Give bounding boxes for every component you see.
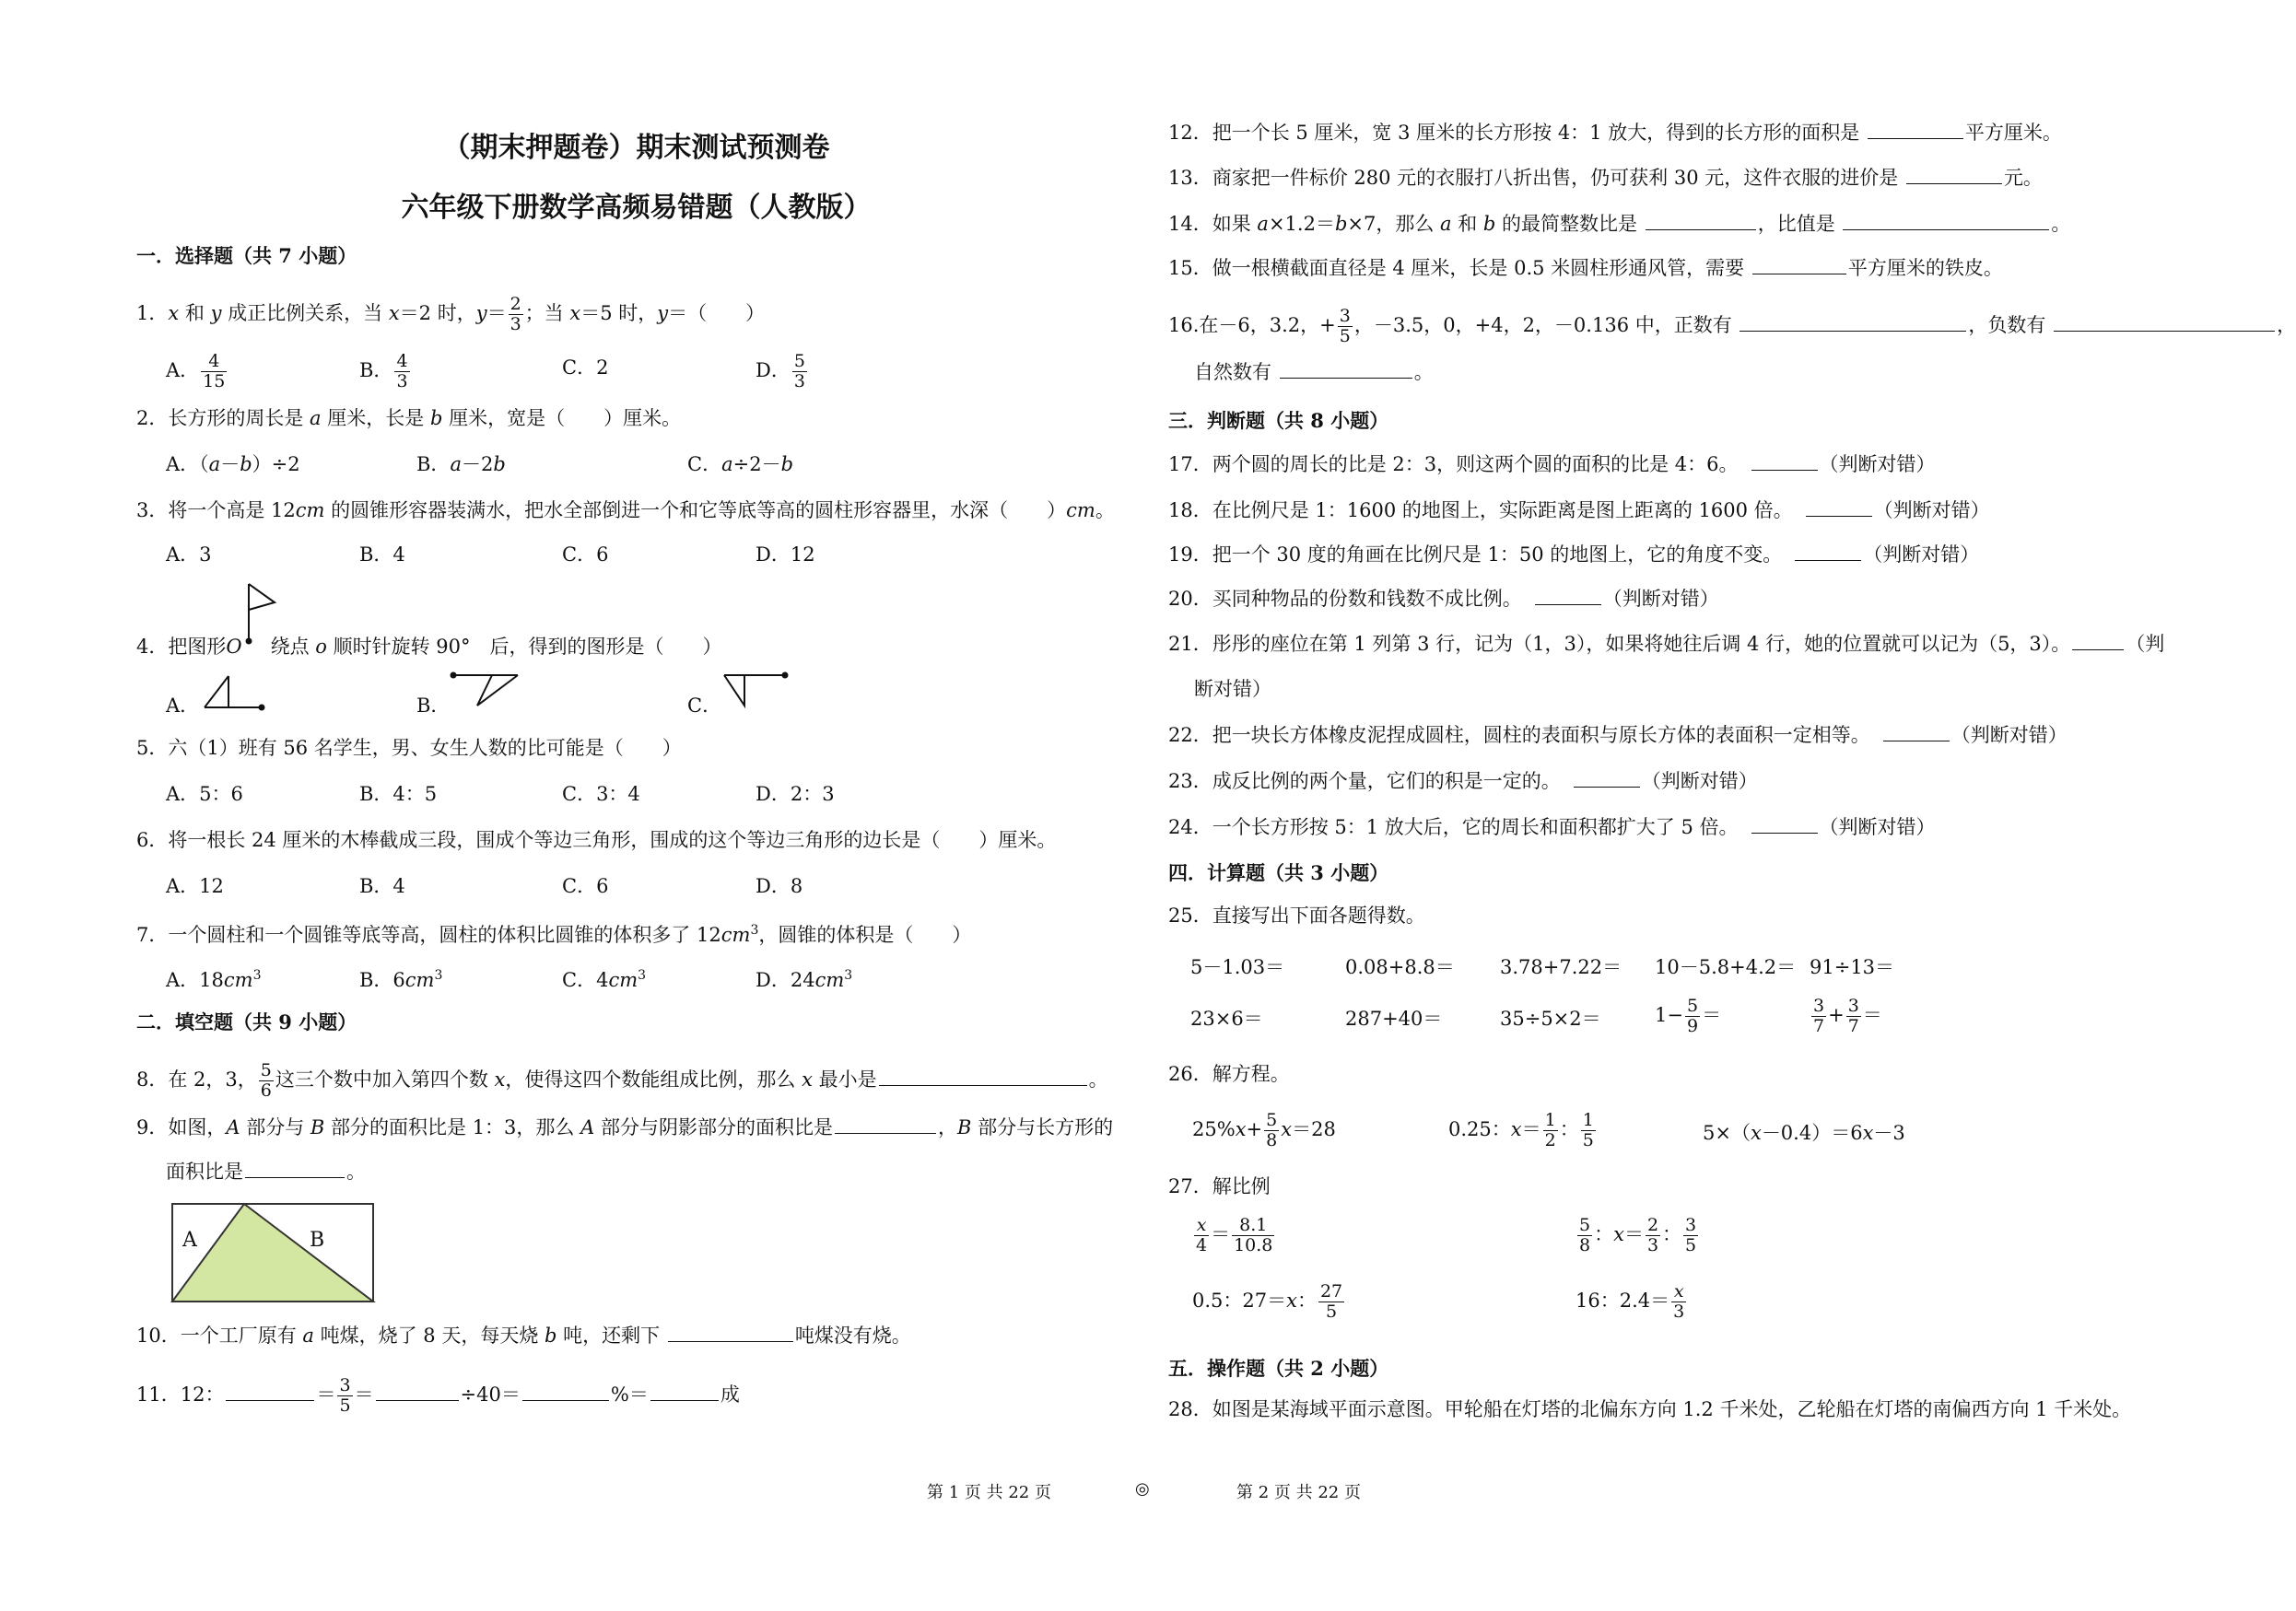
section-heading-calc: 四．计算题（共 3 小题） <box>1168 861 1389 884</box>
answer-blank[interactable] <box>1795 542 1861 561</box>
equation-1: 25%x+ $\frac{5}{8}$ x＝28 <box>1192 1110 1336 1150</box>
question-11: 11．12： ＝ $\frac{3}{5}$ ＝ ÷40＝ %＝ 成 <box>136 1375 740 1416</box>
proportion-3: 0.5：27＝x： $\frac{27}{5}$ <box>1192 1281 1343 1322</box>
answer-blank[interactable] <box>1906 165 2002 184</box>
answer-blank[interactable] <box>226 1382 314 1401</box>
answer-blank[interactable] <box>835 1115 936 1134</box>
option-c-figure-icon <box>720 671 794 712</box>
calc-item: 3.78+7.22＝ <box>1500 956 1622 978</box>
option-b-figure-icon <box>450 671 523 712</box>
q5-option-a[interactable]: A．5：6 <box>166 783 243 805</box>
question-1: 1．x 和 y 成正比例关系，当 x＝2 时，y＝ $\frac{2}{3}$ ；当 x＝5 时，y＝（ ） <box>136 294 766 334</box>
q1-option-a[interactable]: A． $\frac{4}{15}$ <box>166 351 226 391</box>
answer-blank[interactable] <box>1751 814 1818 834</box>
question-12: 12．把一个长 5 厘米，宽 3 厘米的长方形按 4：1 放大，得到的长方形的面积是 平方厘米。 <box>1168 122 2062 144</box>
q7-option-d[interactable]: D．$24cm^3$ <box>756 968 853 991</box>
calc-item: 0.08+8.8＝ <box>1345 956 1455 978</box>
question-21: 21．彤彤的座位在第 1 列第 3 行，记为（1，3），如果将她往后调 4 行，她的位置就可以记为（5，3）。 （判 <box>1168 633 2165 655</box>
answer-blank[interactable] <box>1646 211 1756 230</box>
question-6: 6．将一根长 24 厘米的木棒截成三段，围成个等边三角形，围成的这个等边三角形的边长是（ ）厘米。 <box>136 829 1057 851</box>
calc-item: 1− $\frac{5}{9}$ ＝ <box>1655 996 1722 1036</box>
q3-option-b[interactable]: B．4 <box>359 543 405 566</box>
answer-blank[interactable] <box>879 1067 1087 1086</box>
question-3: 3．将一个高是 12cm 的圆锥形容器装满水，把水全部倒进一个和它等底等高的圆柱形容器里，水深（ ）cm。 <box>136 499 1115 521</box>
question-14: 14．如果 a×1.2＝b×7，那么 a 和 b 的最简整数比是 ，比值是 。 <box>1168 213 2071 235</box>
equation-3: 5×（x－0.4）＝6x－3 <box>1703 1122 1905 1144</box>
q3-option-c[interactable]: C．6 <box>562 543 609 566</box>
answer-blank[interactable] <box>1574 768 1640 788</box>
q4-option-b[interactable]: B． <box>416 695 451 717</box>
question-23: 23．成反比例的两个量，它们的积是一定的。 （判断对错） <box>1168 770 1758 792</box>
question-20: 20．买同种物品的份数和钱数不成比例。 （判断对错） <box>1168 588 1719 610</box>
section-heading-operate: 五．操作题（共 2 小题） <box>1168 1357 1389 1380</box>
binding-mark: ◎ <box>1135 1479 1150 1499</box>
answer-blank[interactable] <box>1751 451 1818 471</box>
question-9-cont: 面积比是 。 <box>166 1161 366 1183</box>
answer-blank[interactable] <box>650 1382 719 1401</box>
q5-option-d[interactable]: D．2：3 <box>756 783 835 805</box>
question-24: 24．一个长方形按 5：1 放大后，它的周长和面积都扩大了 5 倍。 （判断对错） <box>1168 816 1936 838</box>
question-17: 17．两个圆的周长的比是 2：3，则这两个圆的面积的比是 4：6。 （判断对错） <box>1168 453 1936 475</box>
q1-option-c[interactable]: C．2 <box>562 356 609 379</box>
question-22: 22．把一块长方体橡皮泥捏成圆柱，圆柱的表面积与原长方体的表面积一定相等。 （判断对错） <box>1168 724 2068 746</box>
q6-option-b[interactable]: B．4 <box>359 875 405 897</box>
question-21-cont: 断对错） <box>1194 678 1271 700</box>
title-line-1: （期末押题卷）期末测试预测卷 <box>442 132 830 164</box>
proportion-4: 16：2.4＝ $\frac{x}{3}$ <box>1576 1281 1685 1322</box>
answer-blank[interactable] <box>668 1323 793 1342</box>
q2-option-c[interactable]: C．a÷2－b <box>687 453 794 475</box>
answer-blank[interactable] <box>1752 255 1846 274</box>
calc-item: $\frac{3}{7}$ + $\frac{3}{7}$ ＝ <box>1813 996 1882 1036</box>
rectangle-diagram <box>171 1203 374 1302</box>
page-number-left: 第 1 页 共 22 页 <box>927 1483 1051 1502</box>
question-8: 8．在 2，3， $\frac{5}{6}$ 这三个数中加入第四个数 x，使得这四个数能组成比例，那么 x 最小是 。 <box>136 1060 1108 1101</box>
q9-rectangle-figure <box>171 1203 374 1302</box>
calc-item: 287+40＝ <box>1345 1008 1443 1030</box>
calc-item: 5－1.03＝ <box>1190 956 1285 978</box>
q6-option-a[interactable]: A．12 <box>166 875 224 897</box>
proportion-1: $\frac{x}{4}$ ＝ $\frac{8.1}{10.8}$ <box>1196 1215 1273 1255</box>
q2-option-a[interactable]: A．（a－b）÷2 <box>166 453 300 475</box>
question-18: 18．在比例尺是 1：1600 的地图上，实际距离是图上距离的 1600 倍。 （判断对错） <box>1168 499 1990 521</box>
question-2: 2．长方形的周长是 a 厘米，长是 b 厘米，宽是（ ）厘米。 <box>136 407 682 429</box>
proportion-2: $\frac{5}{8}$ ：x＝ $\frac{2}{3}$ ： $\frac{3}{5}$ <box>1579 1215 1697 1255</box>
q7-option-a[interactable]: A．$18cm^3$ <box>166 968 262 991</box>
answer-blank[interactable] <box>1535 586 1601 605</box>
question-19: 19．把一个 30 度的角画在比例尺是 1：50 的地图上，它的角度不变。 （判断对错） <box>1168 543 1980 566</box>
question-5: 5．六（1）班有 56 名学生，男、女生人数的比可能是（ ） <box>136 737 682 759</box>
section-heading-judge: 三．判断题（共 8 小题） <box>1168 409 1389 432</box>
q6-option-c[interactable]: C．6 <box>562 875 609 897</box>
answer-blank[interactable] <box>1868 120 1963 139</box>
question-28: 28．如图是某海域平面示意图。甲轮船在灯塔的北偏东方向 1.2 千米处，乙轮船在灯塔的南偏西方向 1 千米处。 <box>1168 1398 2132 1420</box>
q4-option-c[interactable]: C． <box>687 695 722 717</box>
question-7: 7．一个圆柱和一个圆锥等底等高，圆柱的体积比圆锥的体积多了 $12cm^3$，圆锥的体积是（ ） <box>136 923 972 946</box>
figure-label-a: A <box>182 1229 197 1252</box>
question-4: 4．把图形O 绕点 o 顺时针旋转 90° 后，得到的图形是（ ） <box>136 636 722 658</box>
question-16-cont: 自然数有 。 <box>1194 361 1434 383</box>
section-heading-choice: 一．选择题（共 7 小题） <box>136 244 357 267</box>
question-27: 27．解比例 <box>1168 1175 1271 1197</box>
answer-blank[interactable] <box>1806 497 1872 517</box>
q5-option-c[interactable]: C．3：4 <box>562 783 640 805</box>
answer-blank[interactable] <box>376 1382 459 1401</box>
question-26: 26．解方程。 <box>1168 1063 1290 1085</box>
q5-option-b[interactable]: B．4：5 <box>359 783 438 805</box>
equation-2: 0.25：x＝ $\frac{1}{2}$ ： $\frac{1}{5}$ <box>1448 1110 1594 1150</box>
question-16: 16.在－6，3.2，+ $\frac{3}{5}$ ，－3.5，0，+4，2，－0.136 中，正数有 ，负数有 ， <box>1168 306 2296 346</box>
option-a-figure-icon <box>201 672 265 714</box>
q2-option-b[interactable]: B．a－2b <box>416 453 506 475</box>
figure-label-b: B <box>310 1229 325 1252</box>
question-25: 25．直接写出下面各题得数。 <box>1168 905 1425 927</box>
q7-option-c[interactable]: C．$4cm^3$ <box>562 968 647 991</box>
answer-blank[interactable] <box>245 1159 345 1178</box>
page-number-right: 第 2 页 共 22 页 <box>1236 1483 1361 1502</box>
question-10: 10．一个工厂原有 a 吨煤，烧了 8 天，每天烧 b 吨，还剩下 吨煤没有烧。 <box>136 1325 911 1347</box>
q1-option-d[interactable]: D． $\frac{5}{3}$ <box>756 351 805 391</box>
answer-blank[interactable] <box>1843 211 2049 230</box>
answer-blank[interactable] <box>2072 631 2124 650</box>
q3-option-a[interactable]: A．3 <box>166 543 212 566</box>
q4-option-a[interactable]: A． <box>166 695 200 717</box>
calc-item: 35÷5×2＝ <box>1500 1008 1601 1030</box>
question-9: 9．如图，A 部分与 B 部分的面积比是 1：3，那么 A 部分与阴影部分的面积比是 ，B 部分与长方形的 <box>136 1116 1114 1138</box>
answer-blank[interactable] <box>1883 722 1950 741</box>
q1-option-b[interactable]: B． $\frac{4}{3}$ <box>359 351 408 391</box>
answer-blank[interactable] <box>522 1382 609 1401</box>
answer-blank[interactable] <box>1280 359 1412 379</box>
q3-option-d[interactable]: D．12 <box>756 543 815 566</box>
calc-item: 91÷13＝ <box>1810 956 1895 978</box>
answer-blank[interactable] <box>2054 312 2275 332</box>
section-heading-fill: 二．填空题（共 9 小题） <box>136 1010 357 1033</box>
fraction: $\frac{2}{3}$ <box>510 294 521 334</box>
calc-item: 23×6＝ <box>1190 1008 1263 1030</box>
answer-blank[interactable] <box>1740 312 1966 332</box>
calc-item: 10－5.8+4.2＝ <box>1655 956 1797 978</box>
title-line-2: 六年级下册数学高频易错题（人教版） <box>401 192 872 224</box>
q6-option-d[interactable]: D．8 <box>756 875 803 897</box>
question-13: 13．商家把一件标价 280 元的衣服打八折出售，仍可获利 30 元，这件衣服的进价是 元。 <box>1168 167 2043 189</box>
q7-option-b[interactable]: B．$6cm^3$ <box>359 968 443 991</box>
question-15: 15．做一根横截面直径是 4 厘米，长是 0.5 米圆柱形通风管，需要 平方厘米的铁皮。 <box>1168 257 2003 279</box>
